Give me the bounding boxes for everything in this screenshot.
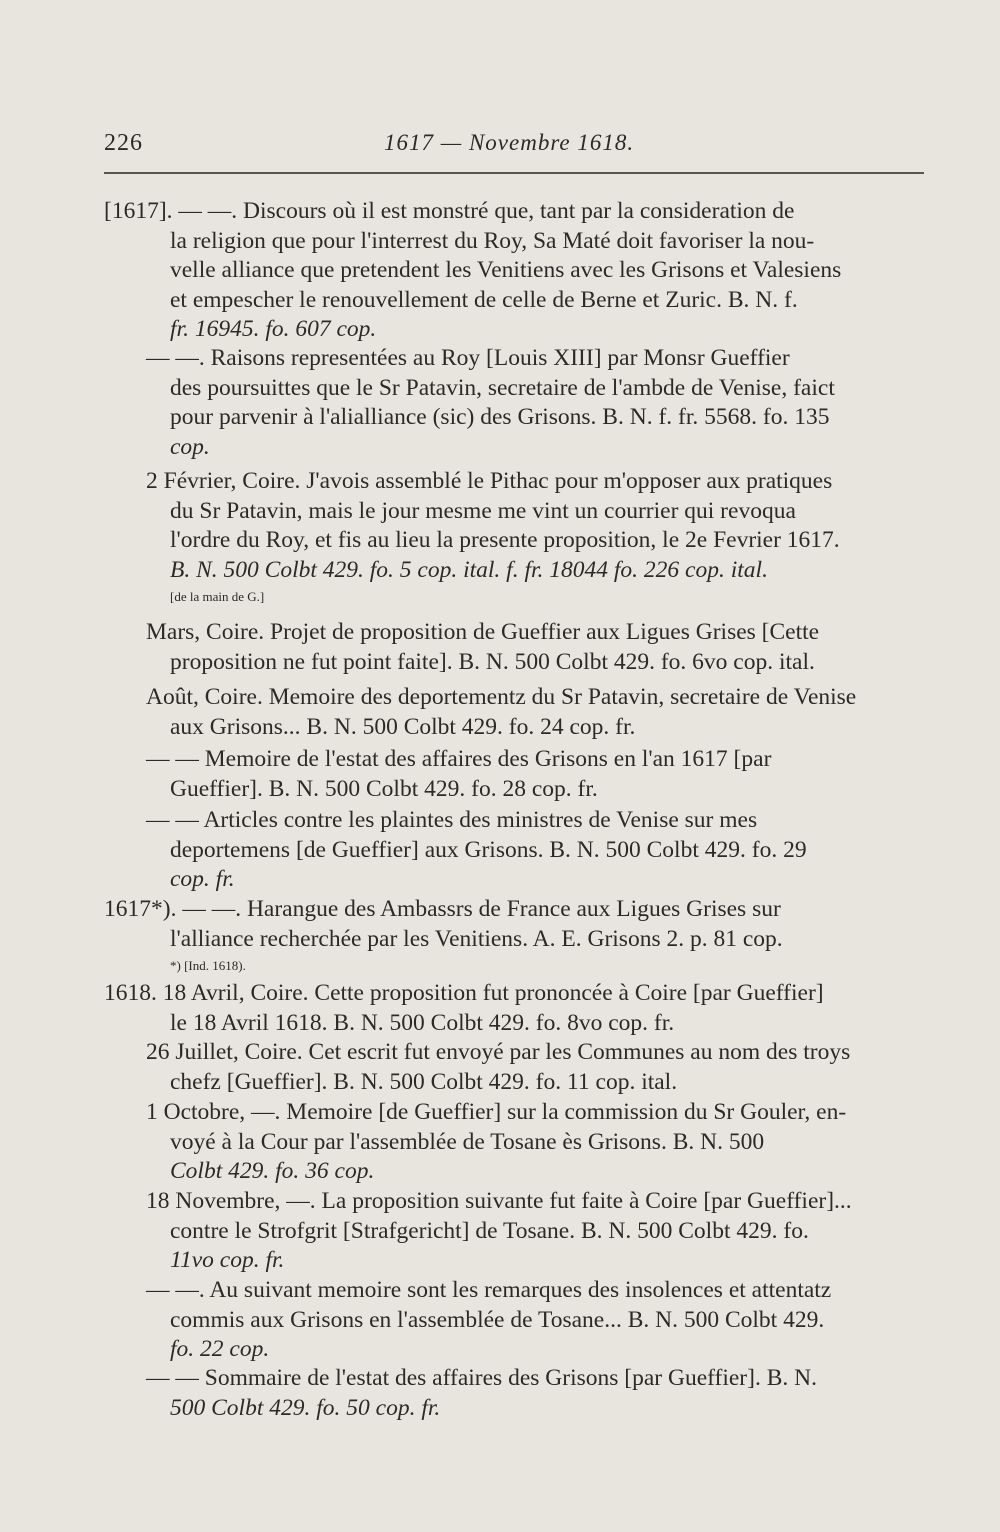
text-line: Mars, Coire. Projet de proposition de Gueffier aux Ligues Grises [Cette [146,619,820,645]
text-line: B. N. 500 Colbt 429. fo. 5 cop. ital. f. fr. 18044 fo. 226 cop. ital. [170,556,768,583]
entry-octobre [104,1098,926,1187]
text-line: contre le Strofgrit [Strafgericht] de Tosane. B. N. 500 Colbt 429. fo. [170,1217,809,1244]
text-line: cop. [170,433,210,460]
text-line: deportemens [de Gueffier] aux Grisons. B. N. 500 Colbt 429. fo. 29 [170,836,807,863]
text-line: chefz [Gueffier]. B. N. 500 Colbt 429. fo. 11 cop. ital. [170,1068,678,1095]
text-line: Gueffier]. B. N. 500 Colbt 429. fo. 28 cop. fr. [170,775,598,802]
text-line: la religion que pour l'interrest du Roy, Sa Maté doit favoriser la nou- [170,227,815,254]
text-line: 500 Colbt 429. fo. 50 cop. fr. [170,1394,441,1421]
entry-1618-avril [104,979,926,1038]
page-number: 226 [104,130,143,156]
entry-raisons [104,344,926,462]
text-line: proposition ne fut point faite]. B. N. 500 Colbt 429. fo. 6vo cop. ital. [170,648,815,675]
footnote: *) [Ind. 1618). [170,958,246,974]
text-line: — —. Au suivant memoire sont les remarques des insolences et attentatz [146,1277,832,1303]
text-line: l'alliance recherchée par les Venitiens. A. E. Grisons 2. p. 81 cop. [170,925,783,952]
text-line: 1618. 18 Avril, Coire. Cette proposition fut prononcée à Coire [par Gueffier] [104,980,824,1006]
running-title: 1617 — Novembre 1618. [384,130,635,155]
text-line: voyé à la Cour par l'assemblée de Tosane ès Grisons. B. N. 500 [170,1128,765,1155]
text-line: et empescher le renouvellement de celle de Berne et Zuric. B. N. f. [170,286,798,313]
text-line: — — Memoire de l'estat des affaires des Grisons en l'an 1617 [par [146,746,772,772]
text-line: le 18 Avril 1618. B. N. 500 Colbt 429. fo. 8vo cop. fr. [170,1009,675,1036]
entry-aout [104,683,926,742]
entry-mars [104,618,926,677]
text-line: — —. Raisons representées au Roy [Louis XIII] par Monsr Gueffier [146,345,790,371]
text-line: — — Sommaire de l'estat des affaires des Grisons [par Gueffier]. B. N. [146,1365,817,1391]
entry-juillet [104,1038,926,1097]
text-line: 2 Février, Coire. J'avois assemblé le Pithac pour m'opposer aux pratiques [146,468,833,494]
hand-note: [de la main de G.] [170,589,265,605]
text-line: Août, Coire. Memoire des deportementz du Sr Patavin, secretaire de Venise [146,684,857,710]
entry-memoire-estat [104,745,926,804]
text-line: — — Articles contre les plaintes des ministres de Venise sur mes [146,807,758,833]
text-line: cop. fr. [170,866,235,893]
text-line: fr. 16945. fo. 607 cop. [170,316,377,343]
text-line: aux Grisons... B. N. 500 Colbt 429. fo. 24 cop. fr. [170,713,636,740]
text-line: 26 Juillet, Coire. Cet escrit fut envoyé par les Communes au nom des troys [146,1039,851,1065]
text-line: 11vo cop. fr. [170,1247,285,1274]
entry-2-fevrier [104,467,926,609]
entry-insolences [104,1276,926,1365]
entry-articles [104,806,926,895]
text-line: 1 Octobre, —. Memoire [de Gueffier] sur la commission du Sr Gouler, en- [146,1099,847,1125]
text-line: commis aux Grisons en l'assemblée de Tosane... B. N. 500 Colbt 429. [170,1306,825,1333]
running-header [104,130,926,164]
text-line: 1617*). — —. Harangue des Ambassrs de France aux Ligues Grises sur [104,896,781,922]
text-line: 18 Novembre, —. La proposition suivante fut faite à Coire [par Gueffier]... [146,1188,852,1214]
text-line: velle alliance que pretendent les Venitiens avec les Grisons et Valesiens [170,257,842,284]
text-line: fo. 22 cop. [170,1336,270,1363]
text-line: l'ordre du Roy, et fis au lieu la presente proposition, le 2e Fevrier 1617. [170,527,840,554]
entry-novembre [104,1187,926,1276]
text-line: des poursuittes que le Sr Patavin, secretaire de l'ambde de Venise, faict [170,374,835,401]
text-line: Colbt 429. fo. 36 cop. [170,1158,375,1185]
entry-1617-discours [104,197,926,345]
text-line: [1617]. — —. Discours où il est monstré que, tant par la consideration de [104,198,795,224]
text-line: pour parvenir à l'alialliance (sic) des Grisons. B. N. f. fr. 5568. fo. 135 [170,404,830,431]
entry-harangue [104,895,926,978]
text-line: du Sr Patavin, mais le jour mesme me vint un courrier qui revoqua [170,497,796,524]
entry-sommaire [104,1364,926,1423]
header-rule [104,172,924,174]
